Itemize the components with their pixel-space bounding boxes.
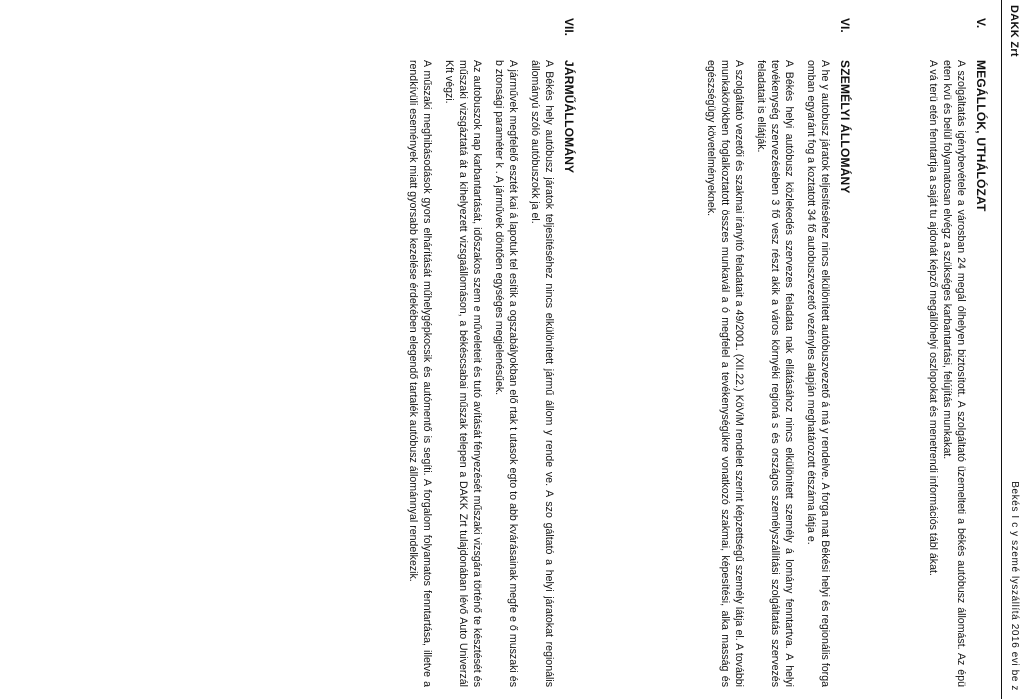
paragraph <box>492 60 520 687</box>
paragraph-line: A vá terü etén fenntartja a saját tu ajdonát képző megállóhelyi oszlopokat és menetrendi információs tábl ákat. <box>927 60 939 576</box>
section-stops-network <box>918 0 990 699</box>
paragraph-line: A Békés hely autóbusz járatok teljesítéséhez nincs elkülönített jármű állom y rende ve. A szo gáltató a helyi járatokat regionális állományú szóló autóbuszokk ja el. <box>529 60 555 687</box>
paragraph-line: Az autobuszok nap karbantartását, időszakos szem e műveleteit és tutó avítását fényezését műszaki vizsgára történő te késztését és műszaki vizsgáztatá át a kihelyezett vizsgaállomáson, a békéscsabai műszak telepen a DAKK Zrt tulajdonában lévő Auto Univerzál Kft végzi. <box>443 60 483 687</box>
paragraph-line: A Békés helyi autóbusz közlekedés szervezes feladata nak ellátásához nincs elkülönített személy á lomány fenntartva. A helyi tevékenység szervezésében 3 fő vesz részt akik a város környéki regioná s és országos személyszállítási szolgáltatás szervezés feladatait is ellátják. <box>755 60 795 687</box>
paragraph <box>754 60 796 687</box>
header-company: DAKK Zrt <box>1008 5 1020 57</box>
section-number: VII. <box>562 18 576 37</box>
paragraph <box>442 60 484 687</box>
section-title: SZEMÉLYI ÁLLOMÁNY <box>838 60 852 194</box>
section-number: V. <box>974 18 988 29</box>
paragraph <box>926 60 968 687</box>
header-report-title: Bekés I c y szemé lyszállítá 2016 evi be z <box>1009 481 1020 691</box>
paragraph <box>528 60 556 687</box>
paragraph-line: A járművek megfelelő esztét kai á lapotuk tel esítik a ogszabályokban elő rtak t utasok egto to abb kvárásainak megfe e ő muszaki és b ztonsági paraméter k . A járművek döntően egységes megjelenésűek. <box>493 60 519 687</box>
paragraph <box>804 60 832 687</box>
section-title: JÁRMŰÁLLOMÁNY <box>562 60 576 174</box>
paragraph-line: A he y autobusz járatok teljesítéséhez nincs elkülönített autóbuszvezető á má y rendelve. A forga mat Békési helyi és regionális forga omban egyaránt fog a koztatott 34 fő autobuszvezető vezényles alapján meghatározott étszáma látja e. <box>805 60 831 687</box>
paragraph-line: A műszaki meghibásodások gyors elhárítását műhelygépkocsik és autómentő is segíti. A forgalom folyamatos fenntartása, illetve a rendkívüli események miatt gyorsabb kezelése érdekében elegendő tartalék autóbusz állománnyal rendelkezik. <box>407 60 433 687</box>
paragraph <box>406 60 434 687</box>
section-title: MEGÁLLÓK, UTHÁLÓZAT <box>974 60 988 212</box>
paragraph <box>704 60 746 687</box>
page-header <box>1001 0 1024 699</box>
paragraph-line: A szolgáltató vezetői és szakmai irányító feladatait a 49/2001. (XII.22.) KöViM rendelet szerint képzettségű személy látja el. A további munkakörökben foglalkoztatott összes munkavál a ó megfelel a tevékenységükre vonatkozó szakmai, képesítési, alka masság és egészségügy követelményeknek. <box>705 60 745 687</box>
paragraph-line: A szolgáltatás igénybevétele a városban 24 megál ólhelyen biztosított. A szolgáltató üzemelteti a békés autóbusz állomást. Az épü eten kvü és belül folyamatosan elvégz a szükséges karbantartási, felújítás munkakat. <box>941 60 967 687</box>
section-number: VI. <box>838 18 852 33</box>
section-personnel <box>696 0 854 699</box>
section-fleet <box>398 0 578 699</box>
